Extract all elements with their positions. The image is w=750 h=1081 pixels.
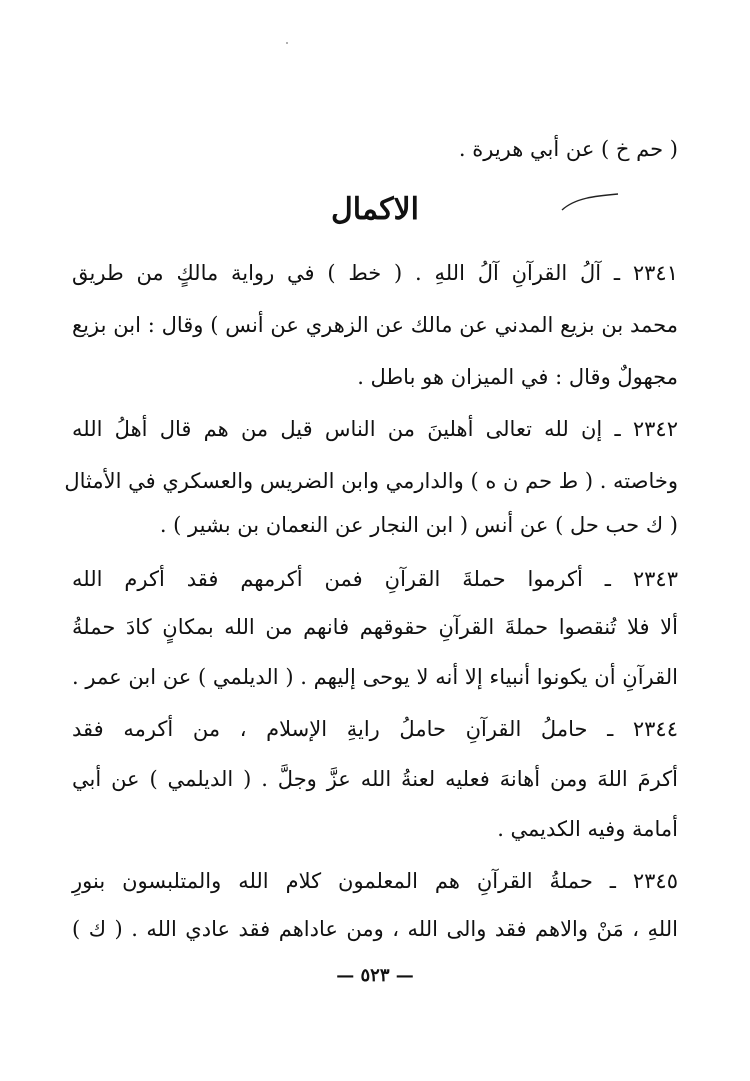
- text-line: ٢٣٤١ ـ آلُ القرآنِ آلُ اللهِ . ( خط ) في رواية مالكٍ من طريق: [72, 261, 678, 285]
- text-line: ( ك حب حل ) عن أنس ( ابن النجار عن النعمان بن بشير ) .: [159, 513, 678, 537]
- text-line: ٢٣٤٢ ـ إن لله تعالى أهلينَ من الناس قيل من هم قال أهلُ الله: [72, 417, 678, 441]
- text-line-reference: ( حم خ ) عن أبي هريرة .: [458, 137, 678, 161]
- text-line: ألا فلا تُنقصوا حملةَ القرآنِ حقوقهم فانهم من الله بمكانٍ كادَ حملةُ: [72, 615, 678, 639]
- text-line: مجهولٌ وقال : في الميزان هو باطل .: [357, 365, 678, 389]
- text-line: ٢٣٤٥ ـ حملةُ القرآنِ هم المعلمون كلام الله والمتلبسون بنورِ: [72, 869, 678, 893]
- section-heading: الاكمال: [330, 192, 419, 227]
- text-line: القرآنِ أن يكونوا أنبياء إلا أنه لا يوحى إليهم . ( الديلمي ) عن ابن عمر .: [72, 665, 678, 689]
- text-line: وخاصته . ( ط حم ن ه ) والدارمي وابن الضريس والعسكري في الأمثال: [64, 469, 678, 493]
- text-line: أمامة وفيه الكديمي .: [497, 817, 678, 841]
- text-line: أكرمَ اللهَ ومن أهانهَ فعليه لعنةُ الله عزَّ وجلَّ . ( الديلمي ) عن أبي: [72, 767, 678, 791]
- text-line: محمد بن بزيع المدني عن مالك عن الزهري عن أنس ) وقال : ابن بزيع: [72, 313, 678, 337]
- text-line: اللهِ ، مَنْ والاهم فقد والى الله ، ومن عاداهم فقد عادي الله . ( ك ): [72, 917, 678, 941]
- page-number: — ٥٢٣ —: [336, 965, 414, 986]
- text-line: ٢٣٤٤ ـ حاملُ القرآنِ حاملُ رايةِ الإسلام ، من أكرمه فقد: [72, 717, 678, 741]
- speck-mark: [286, 42, 288, 44]
- text-line: ٢٣٤٣ ـ أكرموا حملةَ القرآنِ فمن أكرمهم فقد أكرم الله: [72, 567, 678, 591]
